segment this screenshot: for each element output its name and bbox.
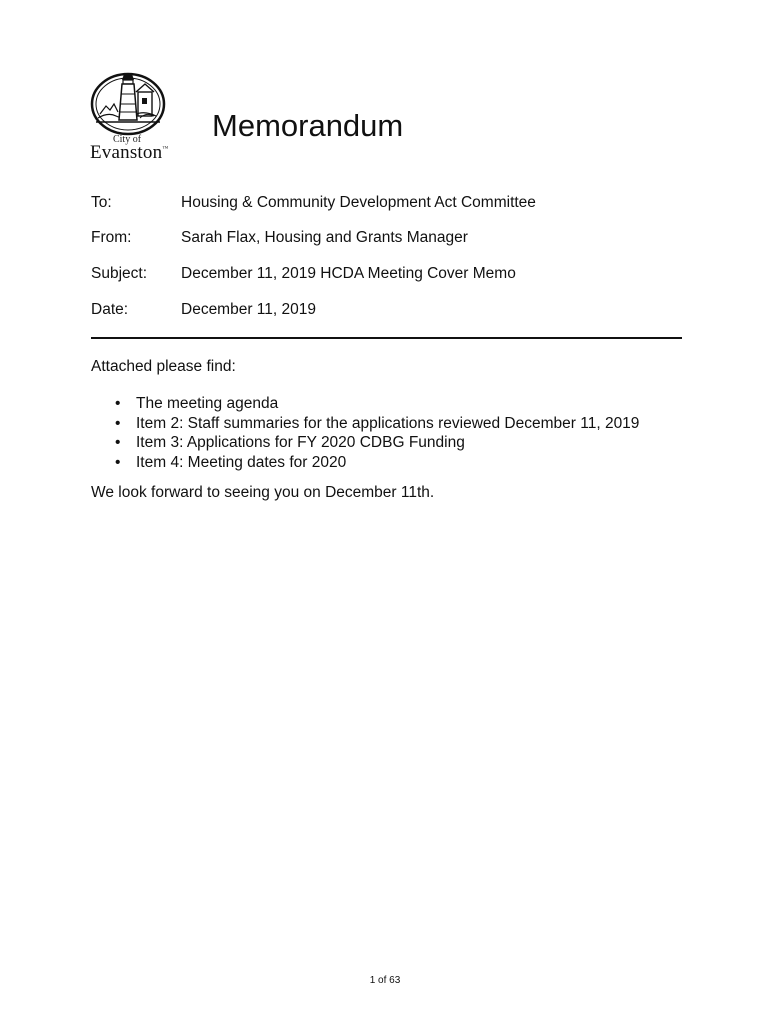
list-item-text: Item 4: Meeting dates for 2020: [136, 453, 347, 471]
lighthouse-seal-icon: [84, 66, 176, 138]
from-label: From:: [91, 229, 132, 246]
to-label: To:: [91, 194, 112, 211]
list-item-text: Item 3: Applications for FY 2020 CDBG Funding: [136, 434, 465, 452]
subject-value: December 11, 2019 HCDA Meeting Cover Memo: [181, 265, 516, 282]
logo-trademark: ™: [162, 146, 169, 152]
logo-city-of-text: City of: [112, 134, 142, 145]
list-item-text: The meeting agenda: [136, 395, 279, 412]
list-item: [91, 394, 639, 414]
header-divider: [91, 337, 682, 339]
bullet-icon: •: [115, 414, 121, 432]
bullet-icon: •: [115, 453, 121, 471]
intro-text: Attached please find:: [91, 358, 236, 375]
attachment-list: [91, 394, 639, 472]
logo-name-word: Evanston: [90, 142, 163, 163]
closing-text: We look forward to seeing you on December 11th.: [91, 484, 435, 501]
subject-label: Subject:: [91, 265, 148, 282]
page-number: 1 of 63: [369, 975, 401, 986]
date-label: Date:: [91, 301, 129, 318]
memo-title: Memorandum: [212, 108, 404, 143]
list-item: [91, 453, 639, 473]
list-item-text: Item 2: Staff summaries for the applications reviewed December 11, 2019: [136, 414, 640, 432]
city-of-evanston-logo: [84, 66, 176, 162]
from-value: Sarah Flax, Housing and Grants Manager: [181, 229, 468, 246]
bullet-icon: •: [115, 434, 121, 452]
list-item: [91, 433, 639, 453]
date-value: December 11, 2019: [181, 301, 316, 318]
logo-evanston-text: [90, 142, 168, 164]
bullet-icon: •: [115, 395, 121, 412]
list-item: [91, 414, 639, 434]
to-value: Housing & Community Development Act Committee: [181, 194, 536, 211]
